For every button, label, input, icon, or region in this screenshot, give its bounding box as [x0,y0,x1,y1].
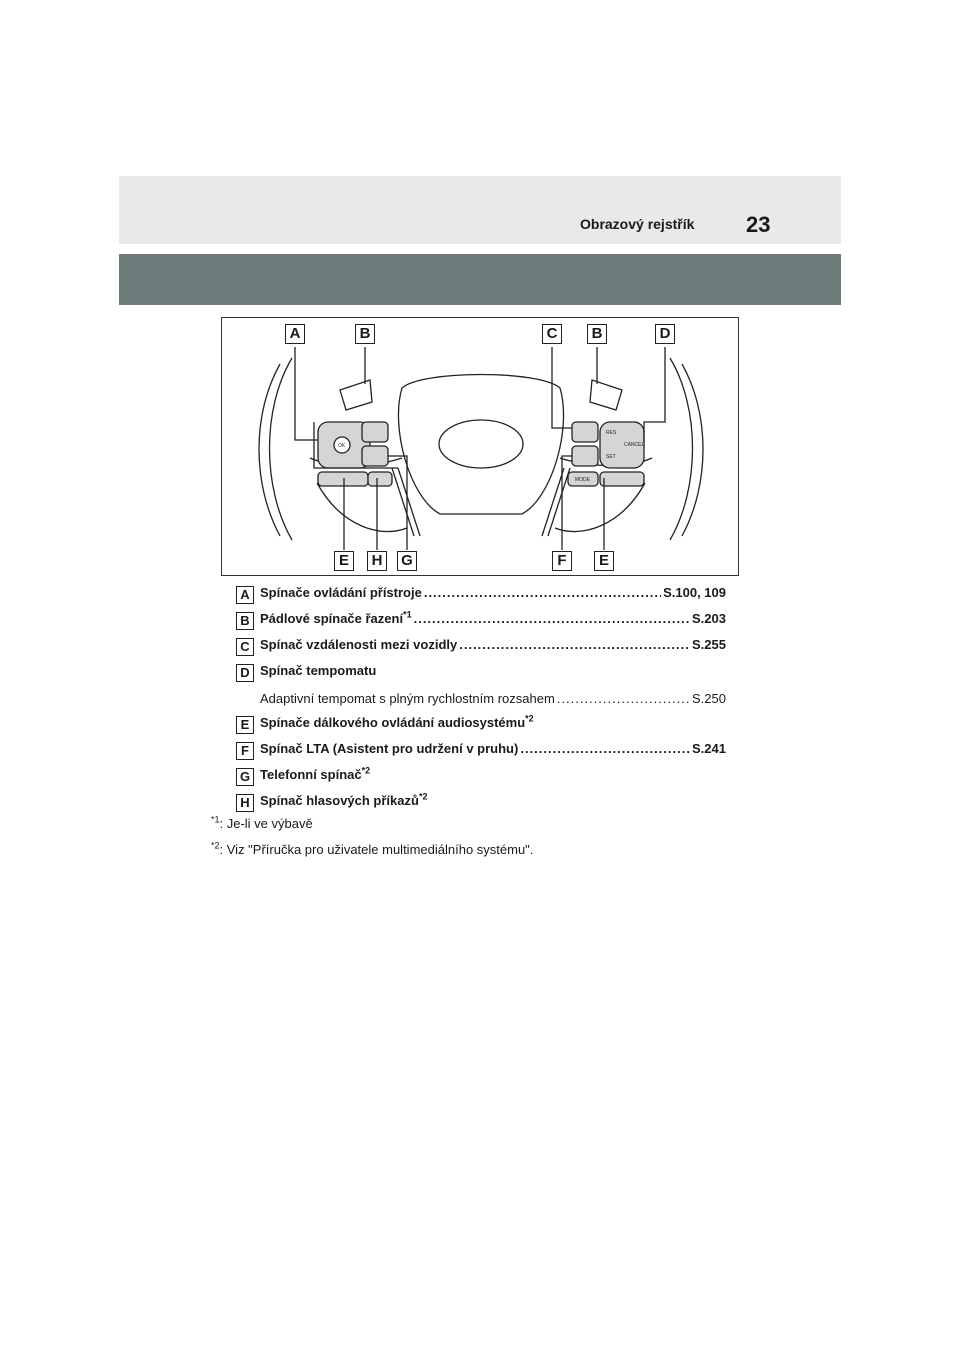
legend-item-d [236,661,726,713]
callout-h: H [367,551,387,571]
legend-label: Spínač tempomatu [260,663,377,678]
legend-label: Spínač hlasových příkazů [260,793,419,808]
page-reference[interactable]: S.100, 109 [663,585,726,600]
section-band [119,254,841,305]
steering-wheel-figure [221,317,739,576]
footnote-mark: *1 [403,609,412,620]
cancel-button-label: CANCEL [624,442,645,448]
footnote-mark: *1 [211,814,220,825]
legend-item-f [236,739,726,765]
footnote-text: : Je-li ve výbavě [219,816,313,831]
legend-badge: C [236,638,254,656]
legend-label: Telefonní spínač [260,767,362,782]
legend-item-a [236,583,726,609]
legend-item-e [236,713,726,739]
callout-a: A [285,324,305,344]
footnote-mark: *2 [211,840,220,851]
legend-label: Pádlové spínače řazení [260,611,404,626]
page-reference[interactable]: S.241 [692,741,726,756]
legend-item-b [236,609,726,635]
page-reference[interactable]: S.203 [692,611,726,626]
set-button-label: SET [606,454,616,460]
section-title: Obrazový rejstřík [580,216,695,232]
legend-badge: A [236,586,254,604]
footnote-mark: *2 [361,765,371,776]
res-button-label: RES [606,430,617,436]
mode-button-label: MODE [575,477,590,483]
footnote-text: : Viz "Příručka pro uživatele multimediálního systému". [219,842,534,857]
legend-badge: F [236,742,254,760]
page-reference[interactable]: S.255 [692,637,726,652]
callout-b-right: B [587,324,607,344]
legend-label: Spínač LTA (Asistent pro udržení v pruhu) [260,741,519,756]
legend-label: Spínače ovládání přístroje [260,585,422,600]
legend-badge: H [236,794,254,812]
callout-e-left: E [334,551,354,571]
callout-e-right: E [594,551,614,571]
ok-button-label: OK [338,443,346,449]
legend-sub-label: Adaptivní tempomat s plným rychlostním rozsahem [260,691,555,706]
legend-badge: E [236,716,254,734]
footnotes [211,816,533,868]
legend-item-h [236,791,726,817]
callout-b-left: B [355,324,375,344]
footnote-mark: *2 [418,791,428,802]
legend-badge: B [236,612,254,630]
page-reference[interactable]: S.250 [692,691,726,706]
callout-g: G [397,551,417,571]
steering-wheel-illustration [222,318,740,577]
legend-list [236,583,726,817]
callout-f: F [552,551,572,571]
legend-item-g [236,765,726,791]
legend-label: Spínač vzdálenosti mezi vozidly [260,637,458,652]
footnote-2 [211,842,533,868]
callout-c: C [542,324,562,344]
legend-item-c [236,635,726,661]
legend-badge: G [236,768,254,786]
page-number: 23 [746,212,771,237]
legend-badge: D [236,664,254,682]
footnote-1 [211,816,533,842]
callout-d: D [655,324,675,344]
footnote-mark: *2 [525,713,534,724]
legend-label: Spínače dálkového ovládání audiosystému [260,715,526,730]
header-bar [119,176,841,244]
